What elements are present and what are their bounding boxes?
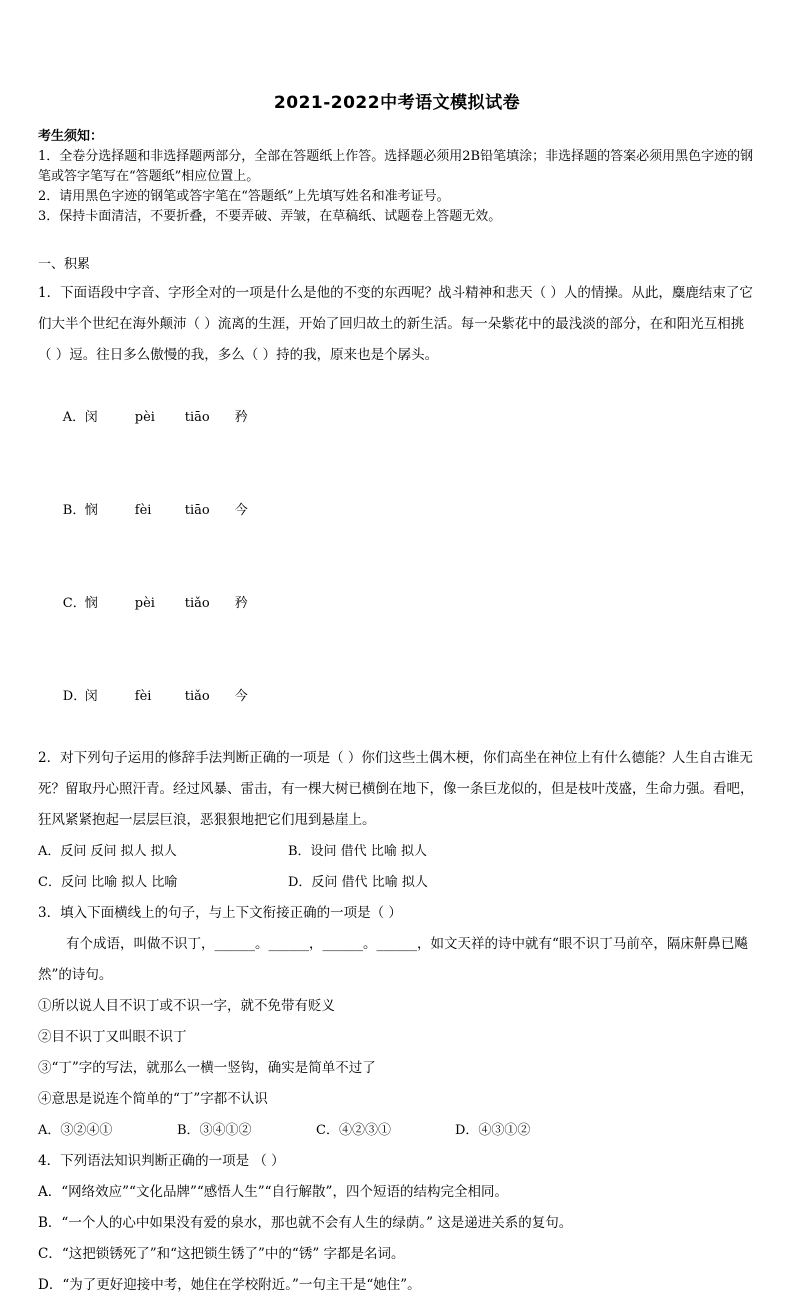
option-letter: D． [62, 689, 87, 704]
option-b[interactable] [38, 464, 756, 557]
option-c[interactable]: C．反问 比喻 拟人 比喻 [38, 875, 178, 890]
option-d[interactable]: D．④③①② [455, 1123, 531, 1138]
question-1 [38, 278, 756, 743]
notice-heading: 考生须知： [38, 129, 104, 144]
question-stem: 2．对下列句子运用的修辞手法判断正确的一项是（ ）你们这些土偶木梗，你们高坐在神位上有什么德能？人生自古谁无死？留取丹心照汗青。经过风暴、雷击，有一棵大树已横倒在地下，像一条巨龙似的，但是枝叶茂盛，生命力强。看吧，狂风紧紧抱起一层层巨浪，恶狠狠地把它们甩到悬崖上。 [38, 750, 754, 828]
option-part: 悯 [84, 596, 98, 611]
option-a[interactable]: A．反问 反问 拟人 拟人 [38, 844, 177, 859]
option-d[interactable]: D．反问 借代 比喻 拟人 [288, 875, 428, 890]
exam-notice [38, 127, 756, 227]
option-part: tiǎo [184, 596, 210, 611]
sentence-item: ②目不识丁又叫眼不识丁 [38, 1029, 187, 1045]
question-stem: 4．下列语法知识判断正确的一项是 （ ） [38, 1153, 285, 1169]
option-c[interactable]: C．④②③① [316, 1123, 391, 1138]
notice-item: 3．保持卡面清洁，不要折叠，不要弄破、弄皱，在草稿纸、试题卷上答题无效。 [38, 209, 502, 224]
option-part: 矜 [234, 410, 248, 425]
sentence-item: ①所以说人目不识丁或不识一字，就不免带有贬义 [38, 998, 335, 1014]
option-part: tiāo [184, 410, 210, 425]
notice-item: 2．请用黑色字迹的钢笔或答字笔在“答题纸”上先填写姓名和准考证号。 [38, 189, 450, 204]
option-a[interactable] [38, 371, 756, 464]
option-letter: C． [62, 596, 86, 611]
option-part: 矜 [234, 596, 248, 611]
question-3 [38, 898, 756, 1146]
option-part: fèi [134, 689, 152, 704]
exam-title: 2021-2022中考语文模拟试卷 [273, 93, 521, 113]
option-b[interactable]: B．③④①② [177, 1123, 252, 1138]
question-2 [38, 743, 756, 898]
option-part: 今 [234, 503, 248, 518]
option-part: pèi [134, 596, 155, 611]
question-4 [38, 1146, 756, 1301]
option-letter: B． [62, 503, 86, 518]
option-row [38, 1115, 756, 1146]
question-stem: 1．下面语段中字音、字形全对的一项是什么是他的不变的东西呢？战斗精神和悲天（ ）人的情操。从此，麋鹿结束了它们大半个世纪在海外颠沛（ ）流离的生涯，开始了回归故土的新生活。每一朵紫花中的最浅淡的部分，在和阳光互相挑（ ）逗。往日多么傲慢的我，多么（ ）持的我，原来也是个孱头。 [38, 285, 753, 363]
sentence-item: ③“丁”字的写法，就那么一横一竖钩，确实是简单不过了 [38, 1060, 376, 1076]
option-part: 悯 [84, 503, 98, 518]
notice-item: 1．全卷分选择题和非选择题两部分，全部在答题纸上作答。选择题必须用2B铅笔填涂；非选择题的答案必须用黑色字迹的钢笔或答字笔写在“答题纸”相应位置上。 [38, 149, 754, 184]
option-c[interactable]: C．“这把锁锈死了”和“这把锁生锈了”中的“锈” 字都是名词。 [38, 1246, 405, 1262]
option-b[interactable]: B．“一个人的心中如果没有爱的泉水，那也就不会有人生的绿荫。” 这是递进关系的复句。 [38, 1215, 573, 1231]
option-row [38, 867, 756, 898]
option-part: tiāo [184, 503, 210, 518]
section-heading: 一、积累 [38, 257, 91, 272]
option-b[interactable]: B．设问 借代 比喻 拟人 [288, 844, 427, 859]
option-letter: A． [62, 410, 86, 425]
option-part: 闵 [84, 689, 98, 704]
option-a[interactable]: A．“网络效应”“文化品牌”“感悟人生”“自行解散”，四个短语的结构完全相同。 [38, 1184, 508, 1200]
option-part: 闵 [84, 410, 98, 425]
option-part: fèi [134, 503, 152, 518]
option-part: pèi [134, 410, 155, 425]
option-part: 今 [234, 689, 248, 704]
question-passage: 有个成语，叫做不识丁，______。______，______。______，如文天祥的诗中就有“眼不识丁马前卒，隔床鼾鼻已飚然”的诗句。 [38, 936, 748, 983]
option-row [38, 836, 756, 867]
option-d[interactable] [38, 650, 756, 743]
option-c[interactable] [38, 557, 756, 650]
option-a[interactable]: A．③②④① [38, 1123, 113, 1138]
option-d[interactable]: D．“为了更好迎接中考，她住在学校附近。”一句主干是“她住”。 [38, 1277, 421, 1293]
question-stem: 3．填入下面横线上的句子，与上下文衔接正确的一项是（ ） [38, 905, 402, 921]
option-part: tiǎo [184, 689, 210, 704]
sentence-item: ④意思是说连个简单的“丁”字都不认识 [38, 1091, 268, 1107]
